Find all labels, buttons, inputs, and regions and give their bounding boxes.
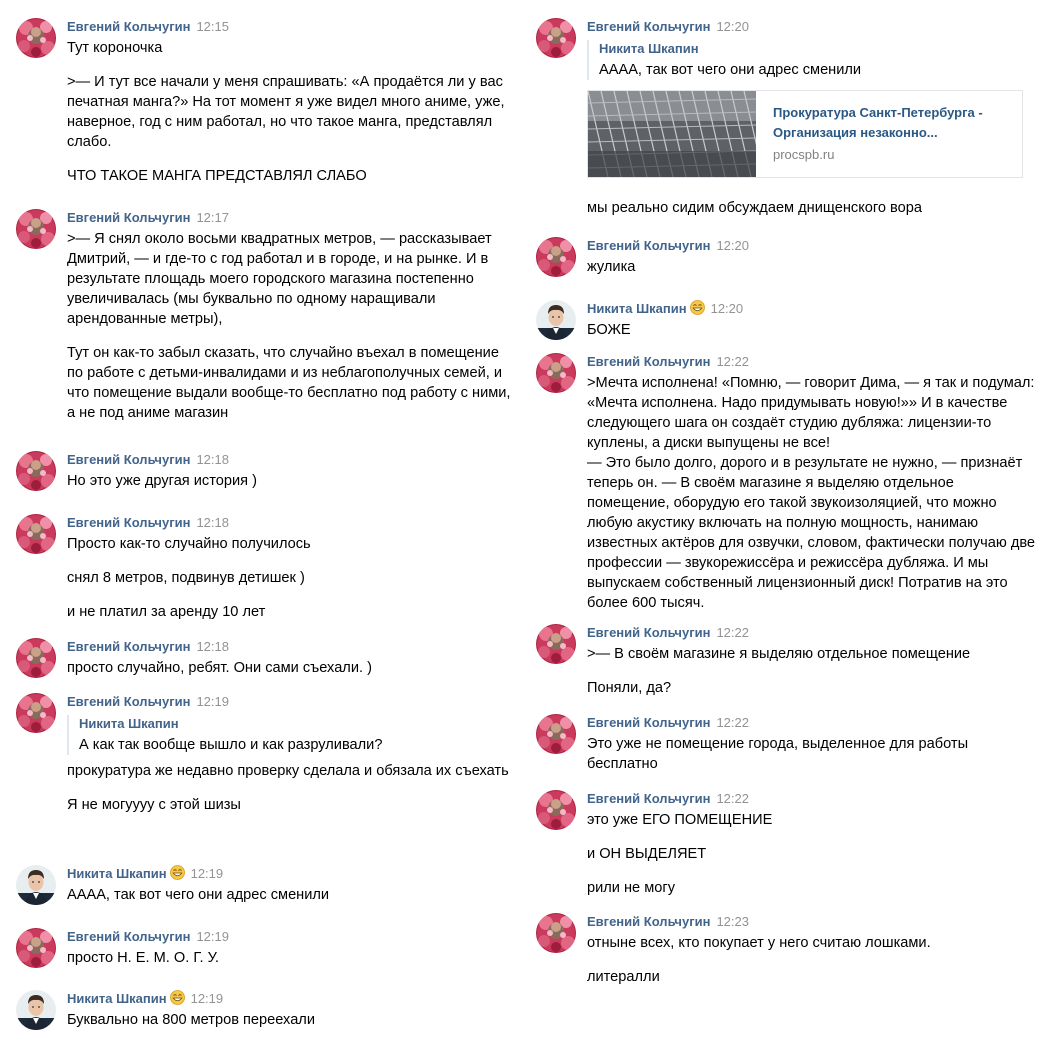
quoted-message[interactable] [67,715,516,755]
message-text [67,38,516,186]
message-time[interactable]: 12:22 [716,354,749,369]
message-time[interactable]: 12:19 [196,694,229,709]
message-header [67,209,516,227]
message-paragraph: Просто как-то случайно получилось [67,536,311,552]
message-text [67,885,516,905]
message-text [587,734,1036,774]
quote-author[interactable]: Никита Шкапин [599,41,699,56]
message-time[interactable]: 12:23 [716,914,749,929]
message-body [587,624,1036,698]
message-body [67,865,516,905]
avatar-evgeny-icon[interactable] [536,237,576,277]
avatar-evgeny-icon[interactable] [536,790,576,830]
message-body [587,237,1036,277]
message-paragraph: ЧТО ТАКОЕ МАНГА ПРЕДСТАВЛЯЛ СЛАБО [67,168,367,184]
message-text [67,229,516,423]
avatar-evgeny-icon[interactable] [16,928,56,968]
message-paragraph: Тут он как-то забыл сказать, что случайно въехал в помещение по работе с детьми-инвалидами и из неблагополучных семей, и что помещение выдали вообще-то бесплатно под работу с ними, а не под аниме магазин [67,345,511,421]
message-text [67,1010,516,1030]
avatar-evgeny-icon[interactable] [536,18,576,58]
message-paragraph: >— Я снял около восьми квадратных метров, — рассказывает Дмитрий, — и где-то с год работал и в городе, и на рынке. И в результате площадь моего городского магазина постепенно увеличивалась (мы буквально по одному наращивали арендованные метры), [67,231,492,327]
avatar-evgeny-icon[interactable] [16,451,56,491]
grin-emoji-icon [690,300,705,315]
message-time[interactable]: 12:19 [190,866,224,881]
message-paragraph: рили не могу [587,880,675,896]
message-time[interactable]: 12:18 [196,639,229,654]
message-paragraph: и не платил за аренду 10 лет [67,604,266,620]
message-text: мы реально сидим обсуждаем днищенского вора [587,200,922,216]
quoted-message[interactable] [587,40,1036,80]
author-name[interactable]: Евгений Кольчугин [587,19,711,34]
author-name[interactable]: Евгений Кольчугин [587,914,711,929]
message-body [67,18,516,186]
link-thumbnail-image[interactable] [588,91,756,177]
message-paragraph: Тут короночка [67,40,163,56]
message-paragraph: >— В своём магазине я выделяю отдельное помещение [587,646,971,662]
link-title[interactable]: Прокуратура Санкт-Петербурга - Организация незаконно... [773,105,983,140]
message-text [67,658,516,678]
author-name[interactable]: Никита Шкапин [67,866,167,881]
message-time[interactable]: 12:15 [196,19,229,34]
message-body [67,638,516,678]
message-body [67,451,516,491]
message-body [67,693,516,815]
message-header [587,714,1036,732]
avatar-nikita-icon[interactable] [16,990,56,1030]
message-paragraph: Буквально на 800 метров переехали [67,1012,315,1028]
message-text [587,810,1036,898]
author-name[interactable]: Евгений Кольчугин [587,238,711,253]
author-name[interactable]: Евгений Кольчугин [67,19,191,34]
message-body [587,714,1036,774]
message-header [67,451,516,469]
message-header [67,638,516,656]
message-paragraph: литералли [587,969,660,985]
message-header [587,624,1036,642]
author-name[interactable]: Евгений Кольчугин [587,625,711,640]
message-header [67,928,516,946]
quote-author[interactable]: Никита Шкапин [79,716,179,731]
message-header [67,990,516,1008]
message-text [587,320,1036,340]
message-time[interactable]: 12:20 [716,238,749,253]
message-text [67,471,516,491]
message-header [587,300,1036,318]
author-name[interactable]: Евгений Кольчугин [587,354,711,369]
author-name[interactable]: Евгений Кольчугин [67,515,191,530]
message-paragraph: Поняли, да? [587,680,672,696]
message-paragraph: жулика [587,259,636,275]
message-header [67,514,516,532]
author-name[interactable]: Евгений Кольчугин [67,694,191,709]
avatar-nikita-icon[interactable] [16,865,56,905]
avatar-evgeny-icon[interactable] [16,514,56,554]
message-paragraph: и ОН ВЫДЕЛЯЕТ [587,846,707,862]
avatar-evgeny-icon[interactable] [16,209,56,249]
message-paragraph: >Мечта исполнена! «Помню, — говорит Дима, — я так и подумал: «Мечта исполнена. Надо придумывать новую!»» И в качестве следующего шага он создаёт студию дубляжа: лицензии-то куплены, а диски выпущены не все! — Это было долго, дорого и в результате не нужно, — признаёт теперь он. — В своём магазине я выделяю отдельное помещение, оборудую его такой звукоизоляцией, что можно любую акустику включать на полную мощность, нанимаю известных актёров для озвучки, словом, фактически получаю две профессии — звукорежиссёра и режиссёра дубляжа. И мы выпускаем собственный лицензионный диск! Потратив на это более 600 тысяч. [587,375,1036,611]
message-time[interactable]: 12:19 [190,991,224,1006]
message-time[interactable]: 12:22 [716,791,749,806]
message-paragraph: АААА, так вот чего они адрес сменили [67,887,330,903]
message-header [587,790,1036,808]
message-body [67,514,516,622]
avatar-evgeny-icon[interactable] [16,693,56,733]
message-body [587,18,1036,218]
message-time[interactable]: 12:18 [196,515,229,530]
quote-text: АААА, так вот чего они адрес сменили [599,62,862,78]
avatar-evgeny-icon[interactable] [536,913,576,953]
author-name[interactable]: Евгений Кольчугин [67,929,191,944]
grin-emoji-icon [170,865,185,880]
message-body [587,353,1036,613]
author-name[interactable]: Никита Шкапин [587,301,687,316]
message-header [587,353,1036,371]
message-paragraph: отныне всех, кто покупает у него считаю лошками. [587,935,931,951]
avatar-evgeny-icon[interactable] [536,714,576,754]
message-paragraph: Я не могуууу с этой шизы [67,797,241,813]
message-paragraph: Это уже не помещение города, выделенное для работы бесплатно [587,736,969,772]
message-paragraph: прокуратура же недавно проверку сделала и обязала их съехать [67,763,509,779]
message-body [67,990,516,1030]
message-paragraph: >— И тут все начали у меня спрашивать: «А продаётся ли у вас печатная манга?» На тот момент я уже видел много аниме, уже, наверное, год с ним работал, но что такое манга, представлял слабо. [67,74,505,150]
link-domain[interactable]: procspb.ru [773,147,835,162]
author-name[interactable]: Евгений Кольчугин [67,639,191,654]
quote-text: А как так вообще вышло и как разруливали? [79,737,383,753]
message-paragraph: просто Н. Е. М. О. Г. У. [67,950,219,966]
link-preview-card[interactable] [587,90,1023,178]
message-header [587,237,1036,255]
message-paragraph: БОЖЕ [587,322,631,338]
author-name[interactable]: Евгений Кольчугин [587,791,711,806]
message-header [587,913,1036,931]
avatar-evgeny-icon[interactable] [536,624,576,664]
author-name[interactable]: Никита Шкапин [67,991,167,1006]
avatar-evgeny-icon[interactable] [16,18,56,58]
message-time[interactable]: 12:22 [716,715,749,730]
author-name[interactable]: Евгений Кольчугин [587,715,711,730]
message-time[interactable]: 12:17 [196,210,229,225]
message-time[interactable]: 12:20 [710,301,744,316]
message-text [67,948,516,968]
message-paragraph: Но это уже другая история ) [67,473,257,489]
message-body [587,790,1036,898]
message-time[interactable]: 12:22 [716,625,749,640]
avatar-evgeny-icon[interactable] [16,638,56,678]
author-name[interactable]: Евгений Кольчугин [67,210,191,225]
message-body [587,300,1036,340]
message-body [67,928,516,968]
author-name[interactable]: Евгений Кольчугин [67,452,191,467]
message-paragraph: просто случайно, ребят. Они сами съехали. ) [67,660,372,676]
message-time[interactable]: 12:19 [196,929,229,944]
avatar-evgeny-icon[interactable] [536,353,576,393]
message-time[interactable]: 12:20 [716,19,749,34]
grin-emoji-icon [170,990,185,1005]
message-header [67,865,516,883]
message-text [587,257,1036,277]
message-time[interactable]: 12:18 [196,452,229,467]
message-paragraph: это уже ЕГО ПОМЕЩЕНИЕ [587,812,773,828]
message-text [587,644,1036,698]
message-text [587,933,1036,987]
message-header [67,18,516,36]
message-text [67,761,516,815]
avatar-nikita-icon[interactable] [536,300,576,340]
message-header [67,693,516,711]
message-text [587,373,1036,613]
message-header [587,18,1036,36]
message-body [587,913,1036,987]
message-body [67,209,516,423]
message-text [67,534,516,622]
message-paragraph: снял 8 метров, подвинув детишек ) [67,570,305,586]
